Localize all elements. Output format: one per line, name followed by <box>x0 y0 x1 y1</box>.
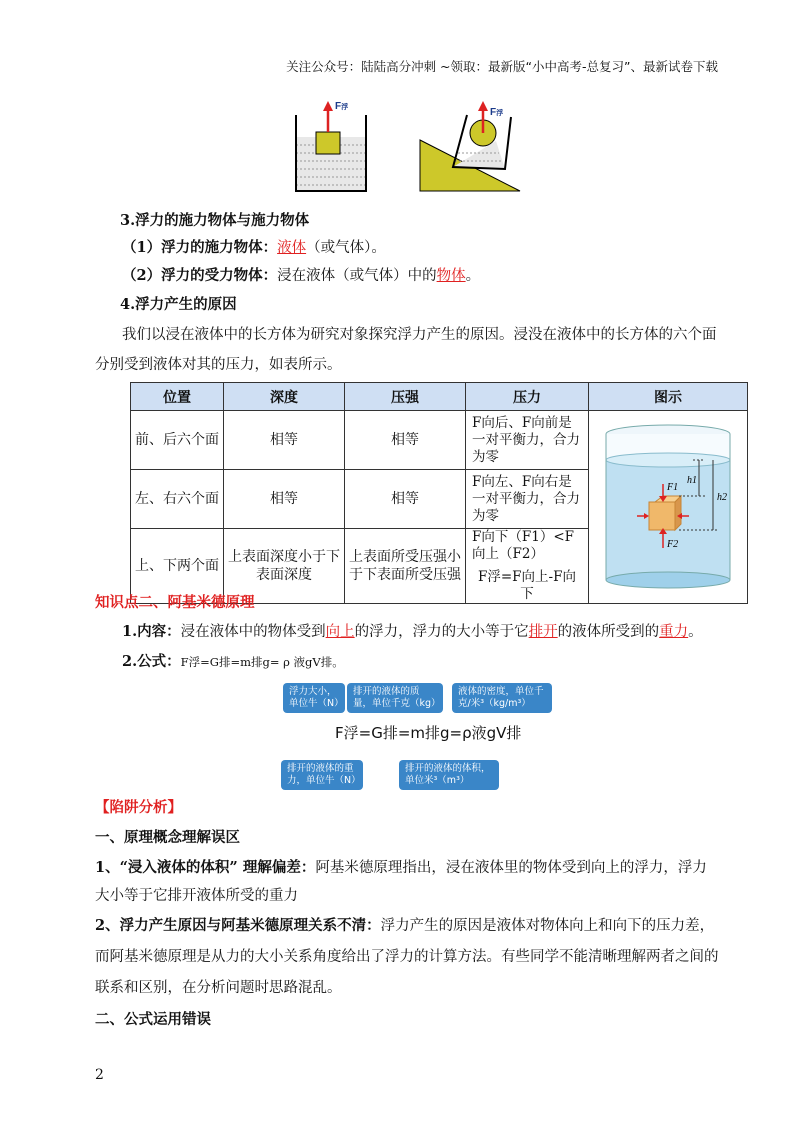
trap-item-1: 1、“浸入液体的体积” 理解偏差：阿基米德原理指出，浸在液体里的物体受到向上的浮力，浮力 <box>95 859 707 876</box>
sec3-title: 3.浮力的施力物体与施力物体 <box>120 212 310 229</box>
answer-object: 物体 <box>436 268 466 284</box>
answer-gravity: 重力 <box>659 624 689 640</box>
sec3-line2: （2）浮力的受力物体：浸在液体（或气体）中的物体。 <box>122 267 481 284</box>
kp2-content: 1.内容：浸在液体中的物体受到向上的浮力，浮力的大小等于它排开的液体所受到的重力。 <box>122 623 703 640</box>
sec4-paragraph-1: 我们以浸在液体中的长方体为研究对象探究浮力产生的原因。浸没在液体中的长方体的六个面 <box>122 327 717 343</box>
page-header: 关注公众号：陆陆高分冲刺 ~领取：最新版“小中高考-总复习”、最新试卷下载 <box>286 59 718 74</box>
bubble-weight: 排开的液体的重力，单位牛（N） <box>281 760 363 790</box>
table-header-row <box>131 383 748 411</box>
col-force: 压力 <box>466 383 589 411</box>
col-pressure: 压强 <box>345 383 466 411</box>
left-cube <box>316 132 340 154</box>
left-force-label: F浮 <box>335 101 349 112</box>
bubble-volume: 排开的液体的体积，单位米³（m³） <box>399 760 499 790</box>
h2-label: h2 <box>717 491 727 503</box>
trap-item-2-cont: 而阿基米德原理是从力的大小关系角度给出了浮力的计算方法。有些同学不能清晰理解两者之间的 <box>95 949 719 965</box>
f1-label: F1 <box>667 481 679 493</box>
sec4-paragraph-2: 分别受到液体对其的压力，如表所示。 <box>95 357 342 373</box>
trap-item-2-cont2: 联系和区别，在分析问题时思路混乱。 <box>95 980 342 996</box>
f2-label: F2 <box>667 538 679 550</box>
kp2-formula: 2.公式：F浮=G排=m排g= ρ 液gV排。 <box>122 653 344 670</box>
col-position: 位置 <box>131 383 224 411</box>
table-row: 前、后六个面 相等 相等 F向后、F向前是一对平衡力，合力为零 h1 h2 F1 F2 <box>131 411 748 470</box>
kp2-title: 知识点二、阿基米德原理 <box>95 594 255 611</box>
archimedes-formula: F浮=G排=m排g=ρ液gV排 <box>335 724 522 742</box>
sec3-line1: （1）浮力的施力物体：液体（或气体）。 <box>122 239 386 256</box>
pressure-diagram <box>593 420 743 590</box>
answer-upward: 向上 <box>325 624 355 640</box>
right-force-label: F浮 <box>490 107 504 118</box>
table-row: 左、右六个面 相等 相等 F向左、F向右是一对平衡力，合力为零 <box>131 470 748 529</box>
force-table <box>130 382 748 604</box>
bubble-buoyancy: 浮力大小，单位牛（N） <box>283 683 345 713</box>
bubble-density: 液体的密度，单位千克/米³（kg/m³） <box>452 683 552 713</box>
trap-item-1-cont: 大小等于它排开液体所受的重力 <box>95 888 298 904</box>
table-row: 上、下两个面 上表面深度小于下表面深度 上表面所受压强小于下表面所受压强 F向下（F1）<F向上（F2） F浮=F向上-F向下 <box>131 529 748 604</box>
trap-section-2: 二、公式运用错误 <box>95 1011 211 1028</box>
trap-item-2: 2、浮力产生原因与阿基米德原理关系不清：浮力产生的原因是液体对物体向上和向下的压力差， <box>95 917 715 934</box>
bubble-mass: 排开的液体的质量，单位千克（kg） <box>347 683 443 713</box>
submerged-block <box>649 502 675 530</box>
answer-liquid: 液体 <box>277 240 307 256</box>
table-diagram-cell <box>589 411 748 604</box>
trap-section-1: 一、原理概念理解误区 <box>95 829 240 846</box>
col-depth: 深度 <box>224 383 345 411</box>
trap-title: 【陷阱分析】 <box>95 799 182 816</box>
buoyancy-figure <box>280 95 540 195</box>
answer-displaced: 排开 <box>528 624 558 640</box>
page-number: 2 <box>95 1067 104 1083</box>
col-diagram: 图示 <box>589 383 748 411</box>
h1-label: h1 <box>687 474 697 486</box>
sec4-title: 4.浮力产生的原因 <box>120 296 237 313</box>
